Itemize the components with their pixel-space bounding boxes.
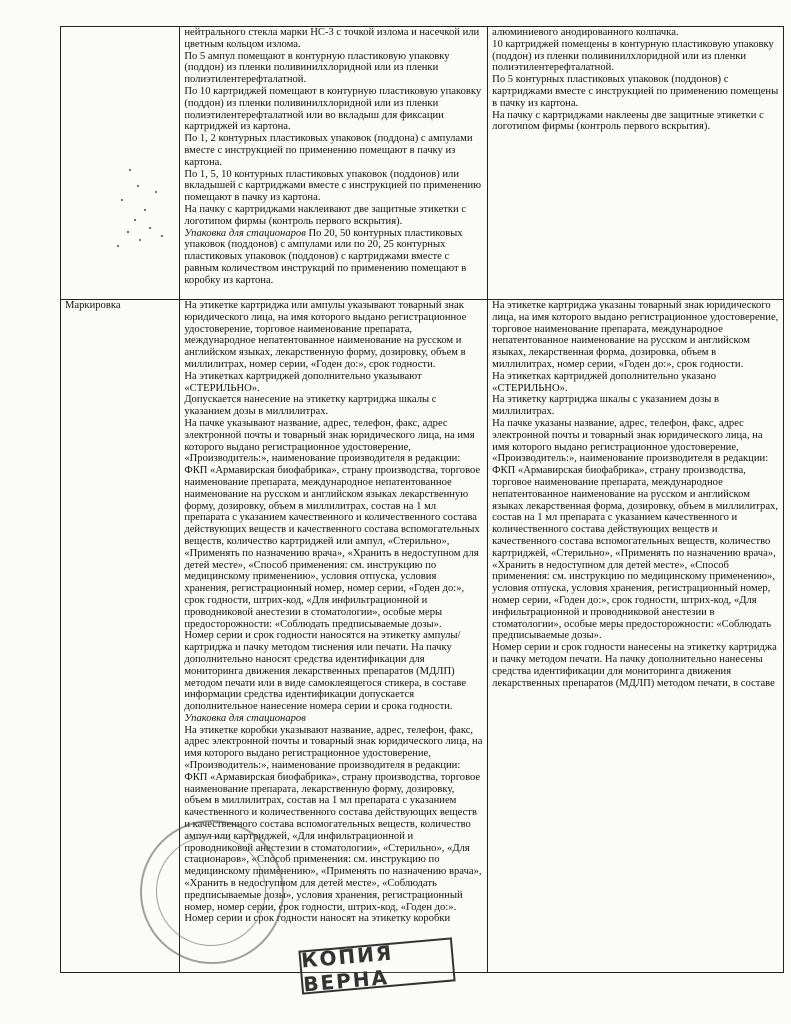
result-cell xyxy=(488,27,784,300)
spec-table xyxy=(60,26,784,973)
cell-text: На этикетке картриджа указаны товарный знак юридического лица, на имя которого выдано регистрационное удостоверение, торговое наименование препарата, международное непатентованное наименование на русском и английском языках, лекарственная форма, дозировка, объем в миллилитрах, номер серии, «Годен до:», срок годности. На этикетках картриджей дополнительно указано «СТЕРИЛЬНО». На этикетку картриджа шкалы с указанием дозы в миллилитрах. На пачке указаны название, адрес, телефон, факс, адрес электронной почты и товарный знак юридического лица, на имя которого выдано регистрационное удостоверение, «Производитель:», наименование производителя в редакции: ФКП «Армавирская биофабрика», страну производства, торговое наименование препарата, международное непатентованное наименование на русском и английском языках лекарственная форма, дозировку, объем в миллилитрах, состав на 1 мл препарата с указанием качественного и количественного состава действующих веществ и качественного состава вспомогательных веществ, количество картриджей, «Стерильно», «Применять по назначению врача», «Хранить в недоступном для детей месте», «Способ применения: см. инструкцию по медицинскому применению», условия отпуска, условия хранения, регистрационный номер, номер серии, «Годен до:», срок годности, штрих-код, «Для инфильтрационной и проводниковой анестезии в стоматологии», особые меры предосторожности: «Соблюдать предписываемые дозы». Номер серии и срок годности нанесены на этикетку картриджа и пачку методом печати. На пачку дополнительно нанесены средства идентификации для мониторинга движения лекарственных препаратов (МДЛП) методом печати, в составе xyxy=(492,300,779,689)
italic-heading: Упаковка для стационаров xyxy=(184,712,306,724)
cell-text: На этикетке картриджа или ампулы указывают товарный знак юридического лица, на имя которого выдано регистрационное удостоверение, торговое наименование препарата, международное непатентованное наименование на русском и английском языках, лекарственную форму, дозировку, объем в миллилитрах, номер серии, «Годен до:», срок годности. На этикетках картриджей дополнительно указывают «СТЕРИЛЬНО». Допускается нанесение на этикетку картриджа шкалы с указанием дозы в миллилитрах. На пачке указывают название, адрес, телефон, факс, адрес электронной почты и товарный знак юридического лица, на имя которого выдано регистрационное удостоверение, «Производитель:», наименование производителя в редакции: ФКП «Армавирская биофабрика», страну производства, торговое наименование препарата, международное непатентованное наименование на русском и английском языках лекарственную форму, дозировку, объем в миллилитрах, состав на 1 мл препарата с указанием качественного и количественного состава действующих веществ и качественного состава вспомогательных веществ, количество картриджей или ампул, «Стерильно», «Применять по назначению врача», «Хранить в недоступном для детей месте», «Способ применения: см. инструкцию по медицинскому применению», условия отпуска, условия хранения, регистрационный номер, номер серии, «Годен до:», срок годности, штрих-код, «Для инфильтрационной и проводниковой анестезии в стоматологии», особые меры предосторожности: «Соблюдать предписываемые дозы». Номер серии и срок годности наносятся на этикетку ампулы/картриджа и пачку методом тиснения или печати. На пачку дополнительно наносят средства идентификации для мониторинга движения лекарственных препаратов (МДЛП) методом печати или в виде самоклеящегося стикера, в составе информации средства идентификации допускается дополнительное нанесение номера серии и срока годности. xyxy=(184,300,481,713)
italic-heading: Упаковка для стационаров xyxy=(184,227,306,239)
copy-verified-stamp: КОПИЯ ВЕРНА xyxy=(298,937,455,994)
cell-text-hospital xyxy=(184,228,483,287)
table-row xyxy=(61,27,784,300)
cell-text-tail: По 20, 50 контурных пластиковых упаковок (поддонов) с ампулами или по 20, 25 контурных пластиковых упаковок (поддонов) с картриджами вместе с равным количеством инструкций по применению помещают в коробку из картона. xyxy=(184,227,467,286)
cell-text: нейтрального стекла марки НС-3 с точкой излома и насечкой или цветным кольцом излома. По 5 ампул помещают в контурную пластиковую упаковку (поддон) из пленки поливинилхлоридной или из пленки полиэтилентерефталатной. По 10 картриджей помещают в контурную пластиковую упаковку (поддон) из пленки поливинилхлоридной или из пленки полиэтилентерефталатной или во вкладыш для фиксации картриджей из картона. По 1, 2 контурных пластиковых упаковок (поддона) с ампулами вместе с инструкцией по применению помещают в пачку из картона. По 1, 5, 10 контурных пластиковых упаковок (поддонов) или вкладышей с картриджами вместе с инструкцией по применению помещают в пачку из картона. На пачку с картриджами наклеивают две защитные этикетки с логотипом фирмы (контроль первого вскрытия). xyxy=(184,27,482,227)
row-label xyxy=(61,27,180,300)
cell-text: алюминиевого анодированного колпачка. 10 картриджей помещены в контурную пластиковую упаковку (поддон) из пленки поливинилхлоридной или из пленки полиэтилентерефталатной. По 5 контурных пластиковых упаковок (поддонов) с картриджами вместе с инструкцией по применению помещены в пачку из картона. На пачку с картриджами наклеены две защитные этикетки с логотипом фирмы (контроль первого вскрытия). xyxy=(492,27,779,133)
round-seal-stamp xyxy=(140,820,284,964)
row-label: Маркировка xyxy=(61,300,180,973)
cell-text: На этикетке коробки указывают название, адрес, телефон, факс, адрес электронной почты и товарный знак юридического лица, на имя которого выдано регистрационное удостоверение, «Производитель:», наименование производителя в редакции: ФКП «Армавирская биофабрика», страну производства, торговое наименование препарата, лекарственную форму, дозировку, объем в миллилитрах, состав на 1 мл препарата с указанием качественного и количественного состава действующих веществ и качественного состава вспомогательных веществ, количество ампул или картриджей, «Для инфильтрационной и проводниковой анестезии в стоматологии», «Стерильно», «Для стационаров», «Способ применения: см. инструкцию по медицинскому применению», «Применять по назначению врача», «Хранить в недоступном для детей месте», «Соблюдать предписываемые дозы», условия хранения, регистрационный номер, номер серии, срок годности, штрих-код, «Годен до:». Номер серии и срок годности наносят на этикетку коробки xyxy=(184,724,483,925)
result-cell xyxy=(488,300,784,973)
requirement-cell xyxy=(180,27,488,300)
